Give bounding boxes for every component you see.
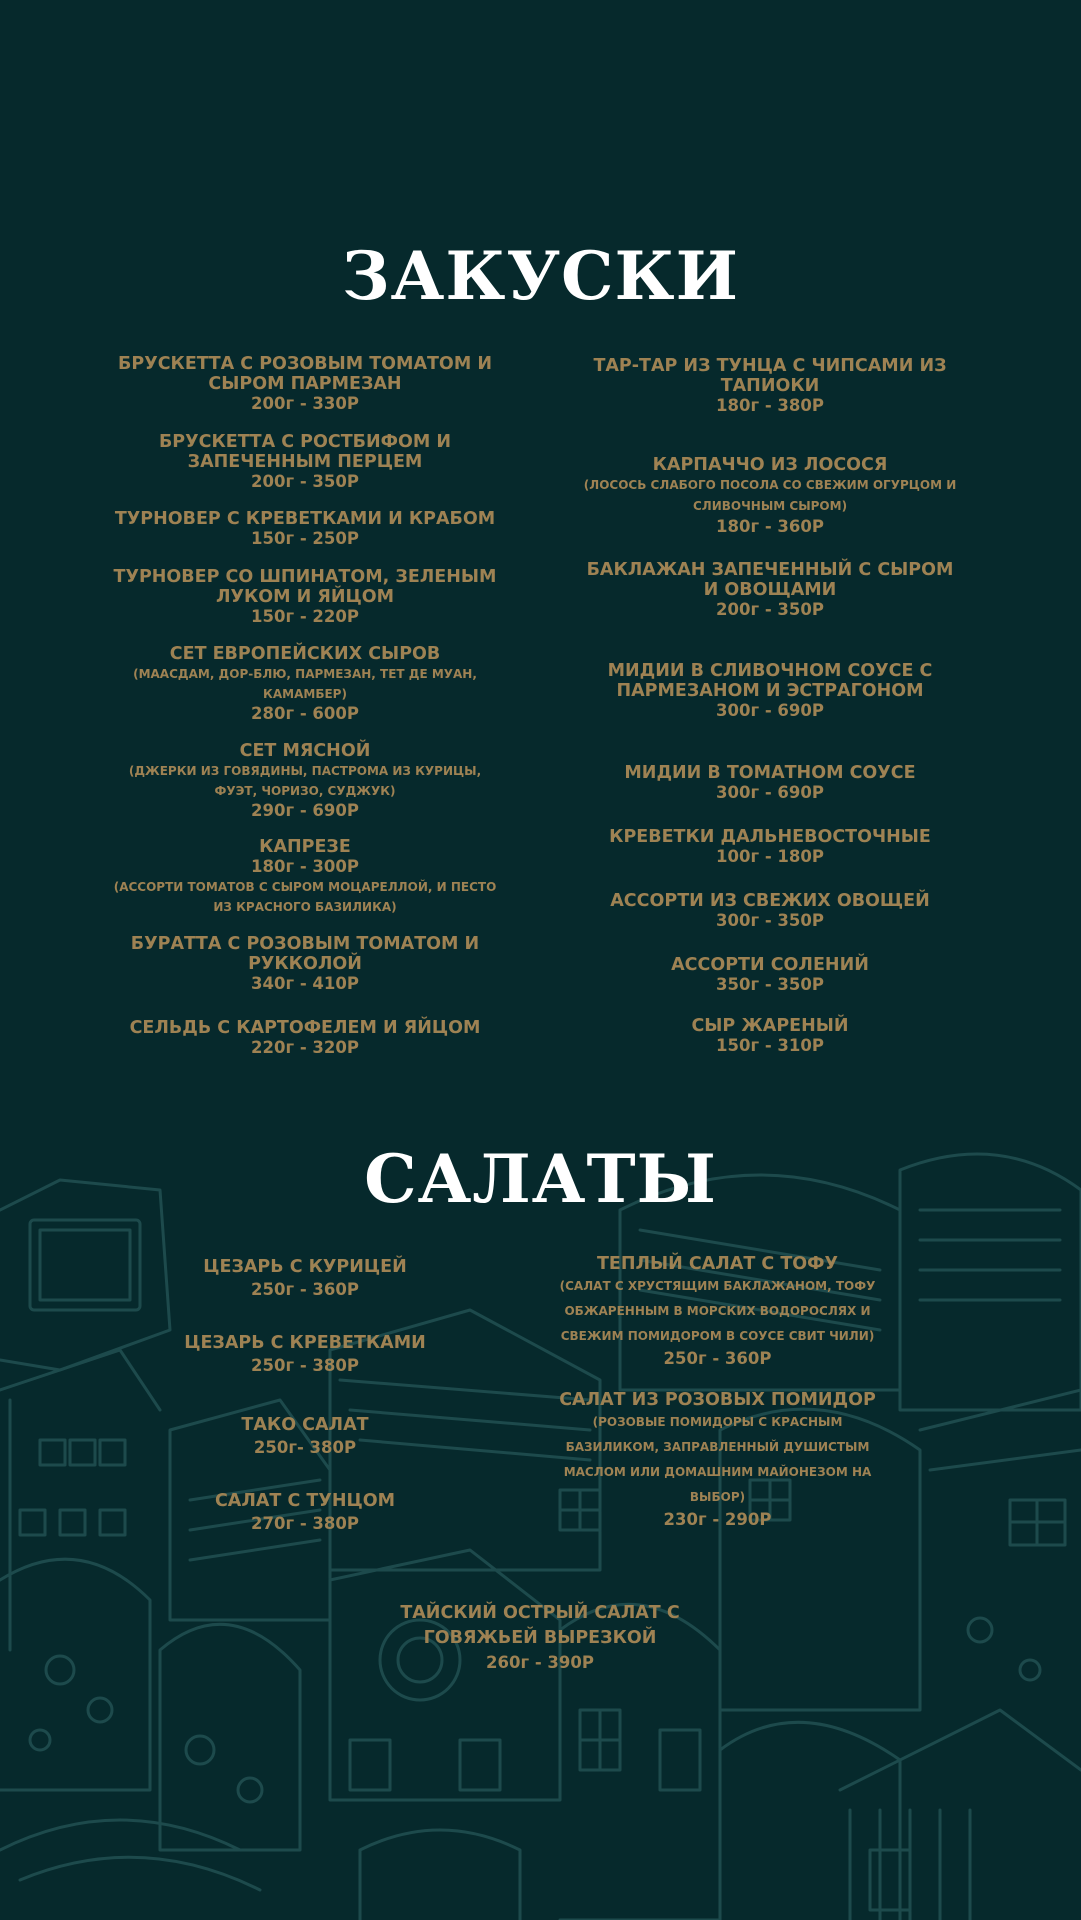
menu-item: СЕЛЬДЬ С КАРТОФЕЛЕМ И ЯЙЦОМ 220г - 320Р [129,1018,481,1057]
section-title-zakuski: ЗАКУСКИ [342,237,739,315]
menu-item: БРУСКЕТТА С РОСТБИФОМ И ЗАПЕЧЕННЫМ ПЕРЦЕМ 200г - 350Р [158,432,452,491]
section-title-salaty: САЛАТЫ [364,1140,717,1218]
menu-item: БУРАТТА С РОЗОВЫМ ТОМАТОМ И РУККОЛОЙ 340г - 410Р [130,934,480,993]
menu-item: ТАКО САЛАТ 250г- 380Р [241,1415,369,1457]
menu-item: ТЕПЛЫЙ САЛАТ С ТОФУ (САЛАТ С ХРУСТЯЩИМ БАКЛАЖАНОМ, ТОФУ ОБЖАРЕННЫМ В МОРСКИХ ВОДОРОСЛЯХ И СВЕЖИМ ПОМИДОРОМ В СОУСЕ СВИТ ЧИЛИ) 250г - 360Р [559,1254,876,1368]
menu-item: ЦЕЗАРЬ С КУРИЦЕЙ 250г - 360Р [203,1257,407,1299]
menu-item: АССОРТИ ИЗ СВЕЖИХ ОВОЩЕЙ 300г - 350Р [610,891,930,930]
menu-item: СЕТ МЯСНОЙ (ДЖЕРКИ ИЗ ГОВЯДИНЫ, ПАСТРОМА ИЗ КУРИЦЫ, ФУЭТ, ЧОРИЗО, СУДЖУК) 290г - 690Р [128,741,482,820]
menu-item: МИДИИ В ТОМАТНОМ СОУСЕ 300г - 690Р [624,763,916,802]
menu-item: САЛАТ С ТУНЦОМ 270г - 380Р [214,1491,396,1533]
menu-item: АССОРТИ СОЛЕНИЙ 350г - 350Р [671,955,869,994]
menu-item: СЫР ЖАРЕНЫЙ 150г - 310Р [691,1016,849,1055]
menu-item: МИДИИ В СЛИВОЧНОМ СОУСЕ С ПАРМЕЗАНОМ И ЭСТРАГОНОМ 300г - 690Р [607,661,933,720]
menu-item: ТУРНОВЕР С КРЕВЕТКАМИ И КРАБОМ 150г - 250Р [114,509,496,548]
menu-item: ТУРНОВЕР СО ШПИНАТОМ, ЗЕЛЕНЫМ ЛУКОМ И ЯЙЦОМ 150г - 220Р [113,567,497,626]
menu-item: КАПРЕЗЕ 180г - 300Р (АССОРТИ ТОМАТОВ С СЫРОМ МОЦАРЕЛЛОЙ, И ПЕСТО ИЗ КРАСНОГО БАЗИЛИКА) [113,837,497,914]
menu-item: КРЕВЕТКИ ДАЛЬНЕВОСТОЧНЫЕ 100г - 180Р [609,827,931,866]
menu-item: СЕТ ЕВРОПЕЙСКИХ СЫРОВ (МААСДАМ, ДОР-БЛЮ, ПАРМЕЗАН, ТЕТ ДЕ МУАН, КАМАМБЕР) 280г - 600Р [133,644,477,723]
menu-item: ТАЙСКИЙ ОСТРЫЙ САЛАТ С ГОВЯЖЬЕЙ ВЫРЕЗКОЙ 260г - 390Р [400,1603,680,1672]
menu-item: КАРПАЧЧО ИЗ ЛОСОСЯ (ЛОСОСЬ СЛАБОГО ПОСОЛА СО СВЕЖИМ ОГУРЦОМ И СЛИВОЧНЫМ СЫРОМ) 180г - 360Р [583,455,957,536]
menu-item: БАКЛАЖАН ЗАПЕЧЕННЫЙ С СЫРОМ И ОВОЩАМИ 200г - 350Р [586,560,954,619]
menu-item: САЛАТ ИЗ РОЗОВЫХ ПОМИДОР (РОЗОВЫЕ ПОМИДОРЫ С КРАСНЫМ БАЗИЛИКОМ, ЗАПРАВЛЕННЫЙ ДУШИСТЫМ МАСЛОМ ИЛИ ДОМАШНИМ МАЙОНЕЗОМ НА ВЫБОР) 230г - 290Р [559,1390,876,1529]
menu-item: ЦЕЗАРЬ С КРЕВЕТКАМИ 250г - 380Р [184,1333,426,1375]
menu-item: ТАР-ТАР ИЗ ТУНЦА С ЧИПСАМИ ИЗ ТАПИОКИ 180г - 380Р [593,356,947,415]
menu-item: БРУСКЕТТА С РОЗОВЫМ ТОМАТОМ И СЫРОМ ПАРМЕЗАН 200г - 330Р [118,354,492,413]
